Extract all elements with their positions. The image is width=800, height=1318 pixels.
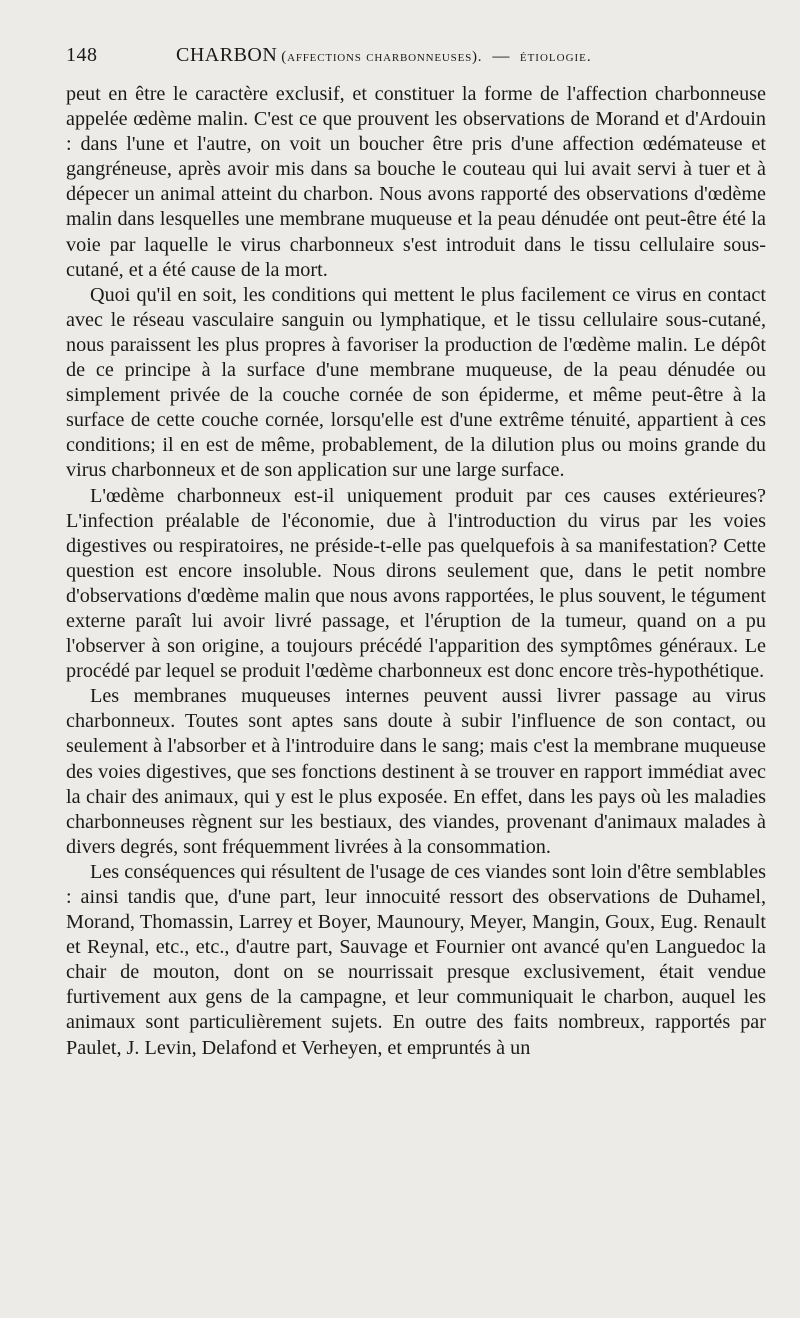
page-number: 148 — [66, 44, 98, 66]
paragraph-continuation: peut en être le caractère exclusif, et constituer la forme de l'affection charbonneuse appelée œdème malin. C'est ce que prouvent les observations de Morand et d'Ardouin : dans l'une et l'autre, on voit un boucher être pris d'une affection œdémateuse et gangréneuse, après avoir mis dans sa bouche le couteau qui lui avait servi à tuer et à dépecer un animal atteint du charbon. Nous avons rapporté des observations d'œdème malin dans lesquelles une membrane muqueuse et la peau dénudée ont peut-être été la voie par laquelle le virus charbonneux s'est introduit dans le tissu cellulaire sous-cutané, et a été cause de la mort. — [66, 83, 766, 281]
running-head-section: étiologie. — [519, 49, 592, 65]
running-head-dash: — — [492, 46, 510, 65]
paragraph-oedeme-question: L'œdème charbonneux est-il uniquement produit par ces causes extérieures? L'infection préalable de l'économie, due à l'introduction du virus par les voies digestives ou respiratoires, ne préside-t-elle pas quelquefois à sa manifestation? Cette question est encore insoluble. Nous dirons seulement que, dans le petit nombre d'observations d'œdème malin que nous avons rapportées, le plus souvent, le tégument externe paraît lui avoir livré passage, et l'éruption de la tumeur, quand on a pu l'observer à son origine, a toujours précédé l'apparition des symptômes généraux. Le procédé par lequel se produit l'œdème charbonneux est donc encore très-hypothétique. — [66, 484, 766, 683]
paragraph-conditions: Quoi qu'il en soit, les conditions qui mettent le plus facilement ce virus en contact avec le réseau vasculaire sanguin ou lymphatique, et le tissu cellulaire sous-cutané, nous paraissent les plus propres à favoriser la production de l'œdème malin. Le dépôt de ce principe à la surface d'une membrane muqueuse, de la peau dénudée ou simplement privée de la couche cornée de son épiderme, et même peut-être à la surface de cette couche cornée, lorsqu'elle est d'une extrême ténuité, appartient à ces conditions; il en est de même, probablement, de la dilution plus ou moins grande du virus charbonneux et de son application sur une large surface. — [66, 283, 766, 482]
running-head — [66, 44, 764, 74]
running-head-subtitle: (affections charbonneuses). — [281, 49, 483, 65]
running-head-title: CHARBON — [176, 44, 278, 66]
body-text — [66, 82, 766, 1061]
paragraph-membranes-muqueuses: Les membranes muqueuses internes peuvent aussi livrer passage au virus charbonneux. Toutes sont aptes sans doute à subir l'influence de son contact, ou seulement à l'absorber et à l'introduire dans le sang; mais c'est la membrane muqueuse des voies digestives, que ses fonctions destinent à se trouver en rapport immédiat avec la chair des animaux, qui y est le plus exposée. En effet, dans les pays où les maladies charbonneuses règnent sur les bestiaux, des viandes, provenant d'animaux malades à divers degrés, sont fréquemment livrées à la consommation. — [66, 685, 766, 858]
paragraph-consequences: Les conséquences qui résultent de l'usage de ces viandes sont loin d'être semblables : ainsi tandis que, d'une part, leur innocuité ressort des observations de Duhamel, Morand, Thomassin, Larrey et Boyer, Maunoury, Meyer, Mangin, Goux, Eug. Renault et Reynal, etc., etc., d'autre part, Sauvage et Fournier ont avancé qu'en Languedoc la chair de mouton, dont on se nourrissait presque exclusivement, était vendue furtivement aux gens de la campagne, et leur communiquait le charbon, auquel les animaux sont particulièrement sujets. En outre des faits nombreux, rapportés par Paulet, J. Levin, Delafond et Verheyen, et empruntés à un — [66, 860, 766, 1059]
